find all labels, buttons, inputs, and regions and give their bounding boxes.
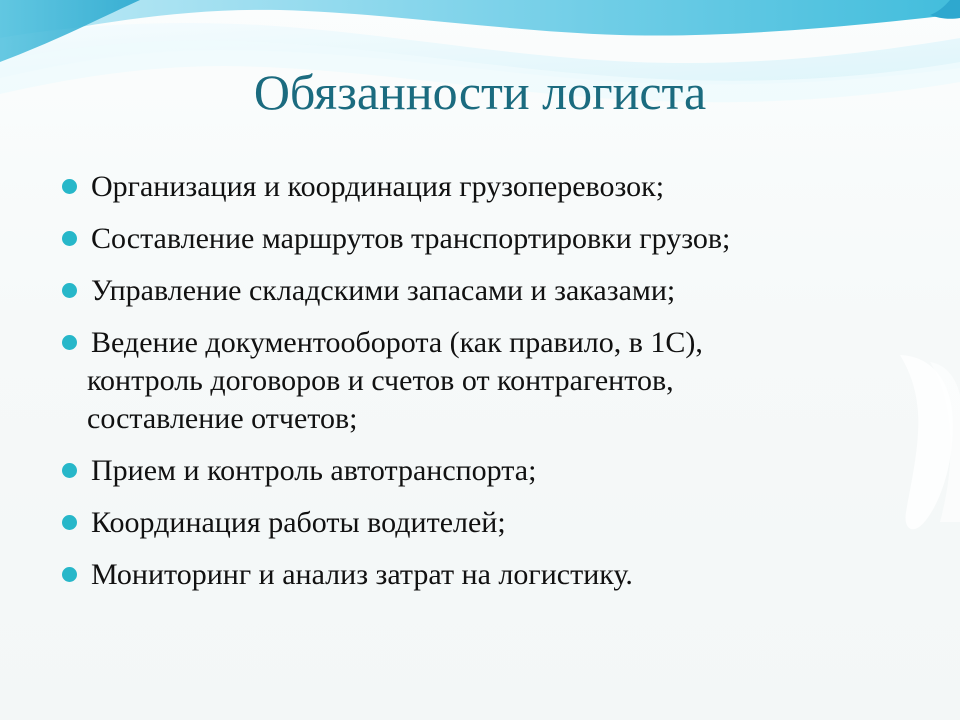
bullet-line: Составление маршрутов транспортировки грузов;: [91, 222, 731, 255]
bullet-line: Ведение документооборота (как правило, в 1С),: [91, 326, 703, 359]
bullet-icon: [62, 179, 77, 194]
bullet-list: [62, 168, 922, 608]
bullet-line: Координация работы водителей;: [91, 506, 506, 539]
bullet-icon: [62, 231, 77, 246]
bullet-line: Организация и координация грузоперевозок;: [91, 170, 665, 203]
bullet-line: Прием и контроль автотранспорта;: [91, 454, 537, 487]
bullet-item: [62, 504, 922, 542]
bullet-line: контроль договоров и счетов от контрагентов,: [87, 364, 674, 397]
bullet-icon: [62, 463, 77, 478]
bullet-line: Мониторинг и анализ затрат на логистику.: [91, 558, 633, 591]
bullet-item: [62, 272, 922, 310]
bullet-icon: [62, 567, 77, 582]
bullet-item: [62, 556, 922, 594]
bullet-icon: [62, 335, 77, 350]
bullet-item: [62, 452, 922, 490]
bullet-line: Управление складскими запасами и заказами;: [91, 274, 676, 307]
bullet-line: составление отчетов;: [87, 402, 358, 435]
bullet-item: [62, 220, 922, 258]
bullet-icon: [62, 283, 77, 298]
bullet-item: [62, 324, 922, 438]
bullet-icon: [62, 515, 77, 530]
bullet-item: [62, 168, 922, 206]
slide-title: Обязанности логиста: [253, 64, 707, 120]
